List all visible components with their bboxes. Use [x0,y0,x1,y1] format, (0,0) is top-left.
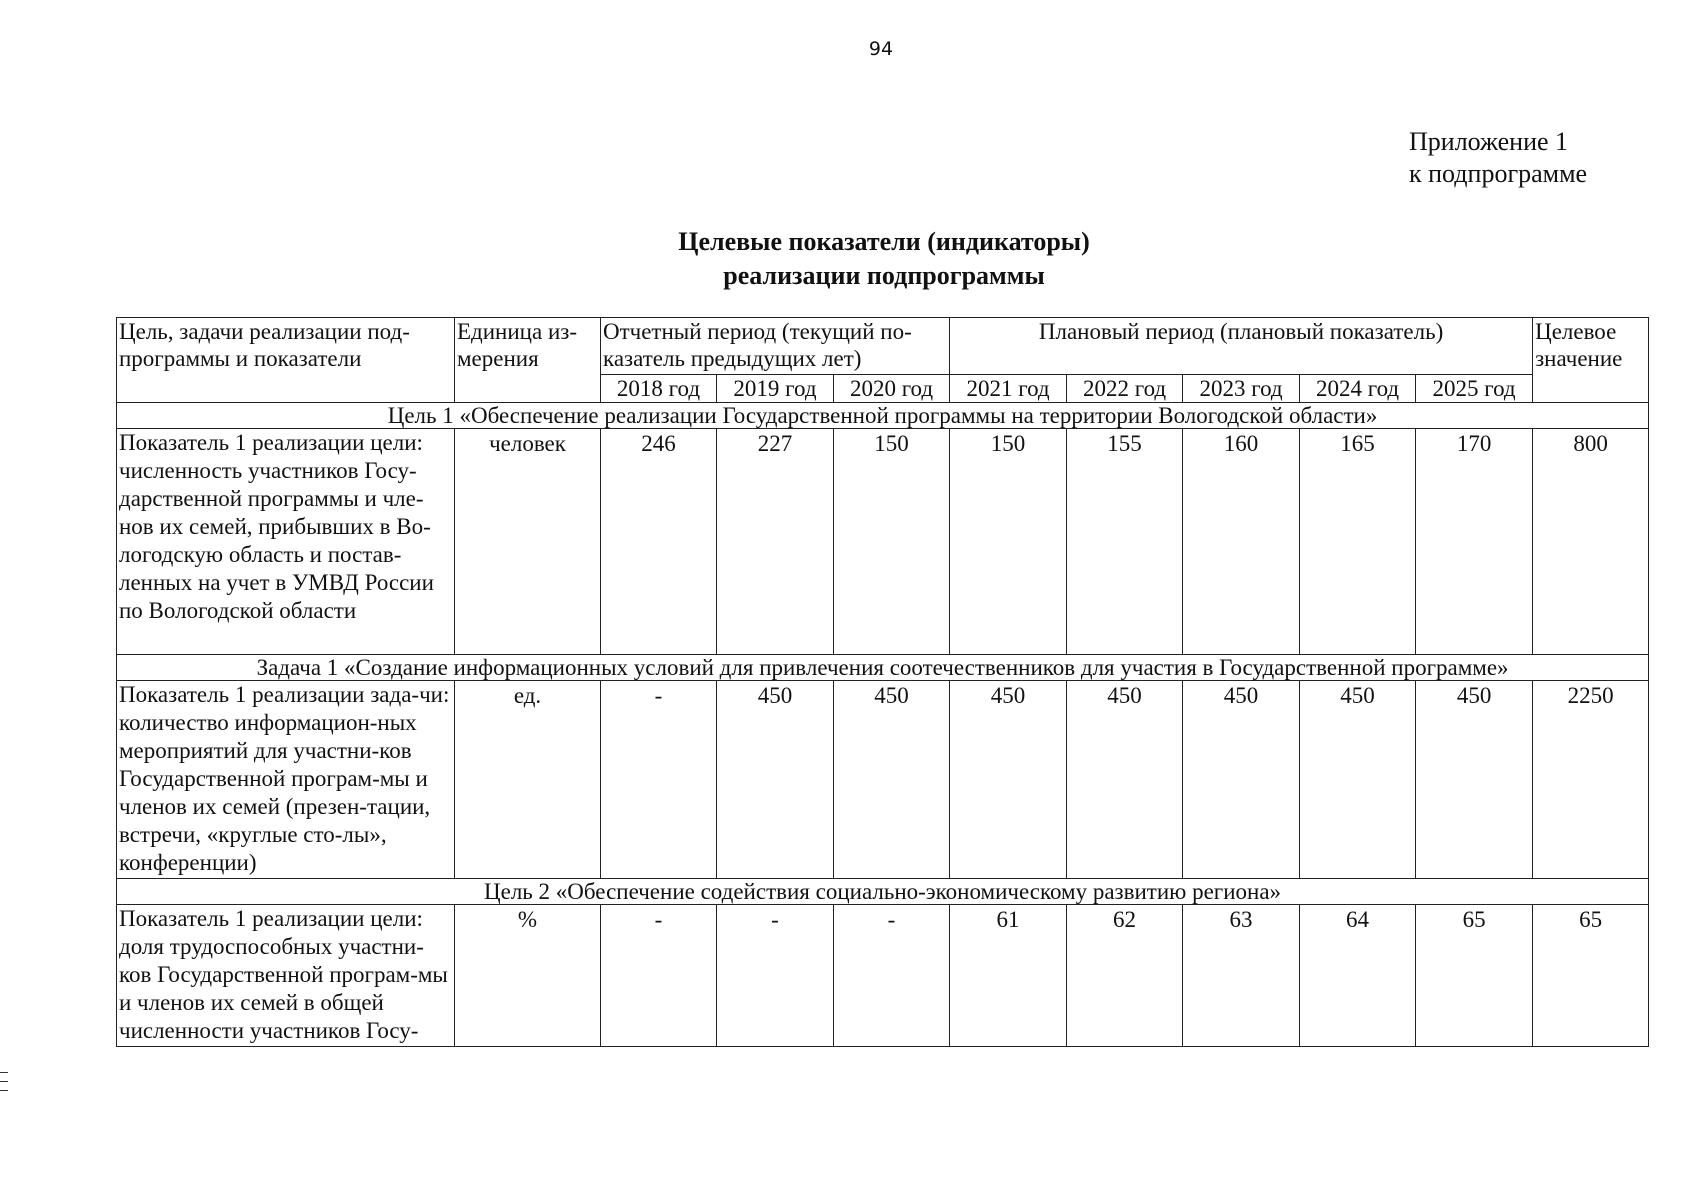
header-target: Целевое значение [1533,318,1649,403]
indicator-unit: человек [455,429,601,655]
indicator-value: 150 [950,429,1067,655]
indicator-row [117,429,1649,655]
indicator-row [117,905,1649,1047]
section-title: Цель 2 «Обеспечение содействия социально-экономическому развитию региона» [117,879,1649,905]
indicator-value: 450 [1300,681,1416,879]
indicator-value: 160 [1183,429,1300,655]
indicator-value: 65 [1416,905,1533,1047]
header-unit: Единица из-мерения [455,318,601,403]
indicator-value: 165 [1300,429,1416,655]
indicator-unit: ед. [455,681,601,879]
year-cell: 2022 год [1067,375,1183,403]
header-reporting-period: Отчетный период (текущий по-казатель предыдущих лет) [601,318,950,375]
indicator-value: 450 [834,681,950,879]
year-cell: 2021 год [950,375,1067,403]
indicator-target: 800 [1533,429,1649,655]
title-line-1: Целевые показатели (индикаторы) [678,227,1090,256]
indicators-table [116,317,1649,1047]
indicator-description: Показатель 1 реализации цели: численность участников Госу-дарственной программы и чле-нов их семей, прибывших в Во-логодскую область и постав-ленных на учет в УМВД России по Вологодской области [117,429,455,655]
year-cell: 2024 год [1300,375,1416,403]
section-row [117,403,1649,429]
title-line-2: реализации подпрограммы [723,261,1045,290]
section-row [117,879,1649,905]
year-cell: 2019 год [717,375,834,403]
section-title: Задача 1 «Создание информационных условий для привлечения соотечественников для участия в Государственной программе» [117,655,1649,681]
appendix-line-1: Приложение 1 [1409,127,1569,156]
indicator-value: 62 [1067,905,1183,1047]
year-cell: 2020 год [834,375,950,403]
indicator-value: - [717,905,834,1047]
section-title: Цель 1 «Обеспечение реализации Государственной программы на территории Вологодской области» [117,403,1649,429]
section-row [117,655,1649,681]
page-number: 94 [868,38,894,60]
year-cell: 2023 год [1183,375,1300,403]
indicator-value: 227 [717,429,834,655]
indicator-value: 450 [717,681,834,879]
header-goal: Цель, задачи реализации под-программы и показатели [117,318,455,403]
header-row [117,318,1649,375]
indicator-value: 63 [1183,905,1300,1047]
indicator-value: 450 [950,681,1067,879]
indicator-value: 450 [1183,681,1300,879]
margin-mark [0,1081,8,1082]
indicator-value: - [601,681,717,879]
year-cell: 2018 год [601,375,717,403]
indicator-value: 155 [1067,429,1183,655]
margin-mark [0,1072,8,1073]
indicator-target: 65 [1533,905,1649,1047]
appendix-line-2: к подпрограмме [1409,159,1588,188]
appendix-note [1409,126,1587,190]
indicator-unit: % [455,905,601,1047]
indicator-value: 170 [1416,429,1533,655]
indicator-value: 61 [950,905,1067,1047]
indicator-value: 150 [834,429,950,655]
indicator-description: Показатель 1 реализации зада-чи: количество информацион-ных мероприятий для участни-ков Государственной програм-мы и членов их семей (презен-тации, встречи, «круглые сто-лы», конференции) [117,681,455,879]
margin-mark [0,1090,8,1091]
indicator-value: 450 [1067,681,1183,879]
indicator-value: - [601,905,717,1047]
document-title [0,225,1697,293]
indicator-description: Показатель 1 реализации цели: доля трудоспособных участни-ков Государственной програм-мы и членов их семей в общей численности участников Госу- [117,905,455,1047]
indicator-value: 450 [1416,681,1533,879]
indicator-value: 246 [601,429,717,655]
header-planned-period: Плановый период (плановый показатель) [950,318,1533,375]
indicator-target: 2250 [1533,681,1649,879]
margin-marks [0,1072,10,1099]
year-cell: 2025 год [1416,375,1533,403]
indicator-row [117,681,1649,879]
indicator-value: - [834,905,950,1047]
indicator-value: 64 [1300,905,1416,1047]
